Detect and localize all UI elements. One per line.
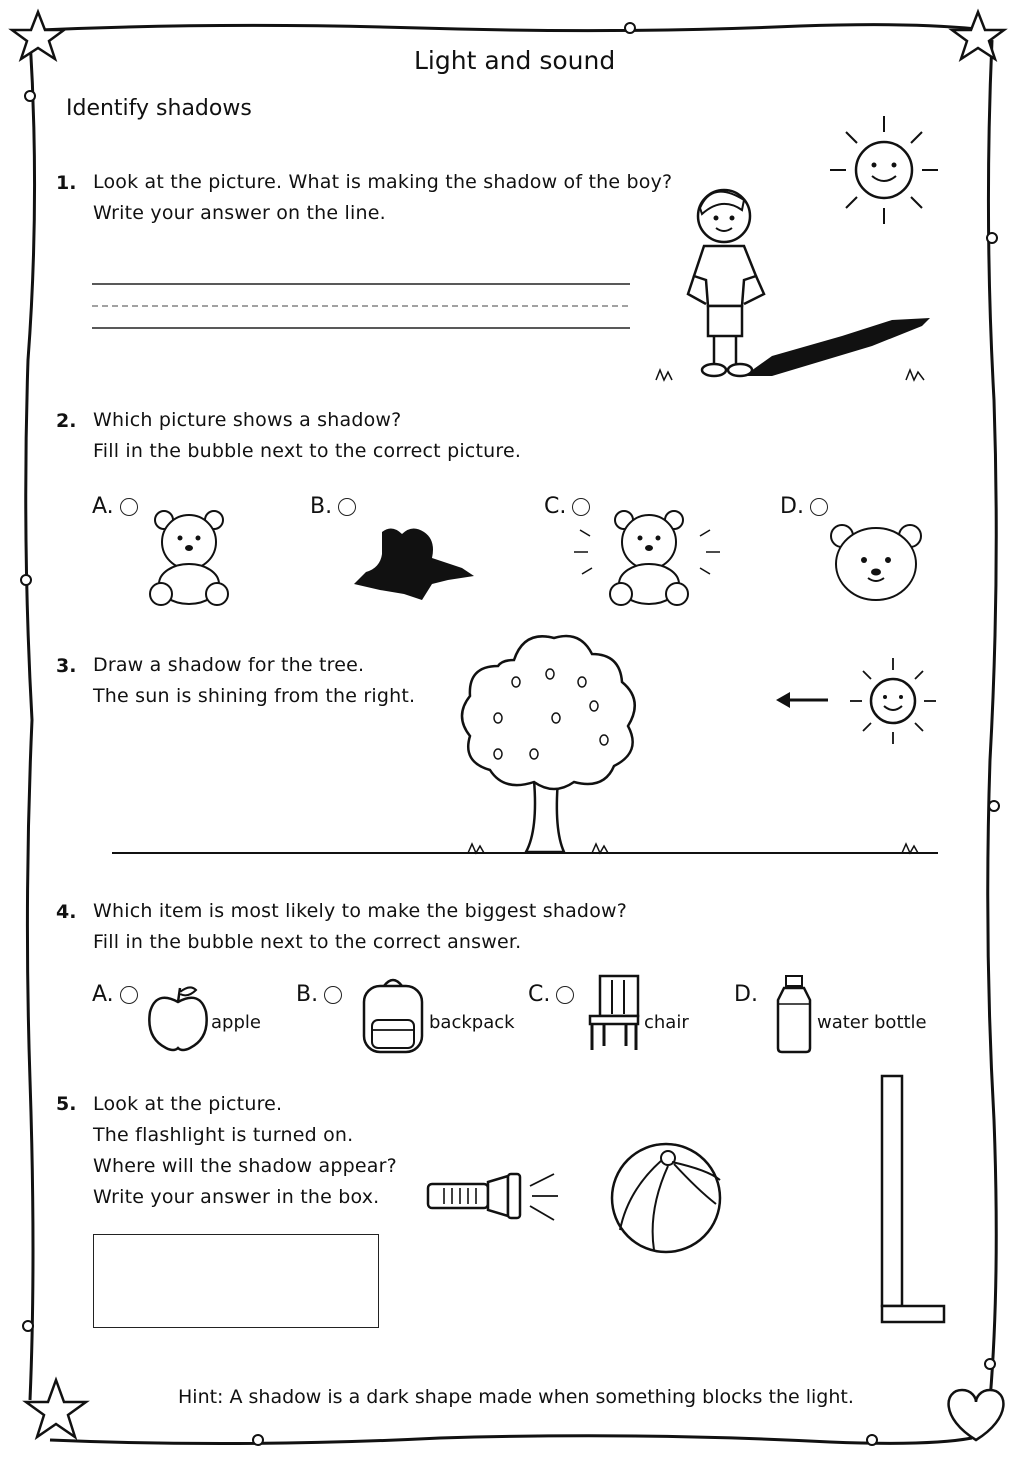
question-number: 2. [56,410,77,432]
option-a[interactable]: A. [92,982,138,1007]
option-label: chair [644,1012,689,1033]
answer-bubble[interactable] [338,498,356,516]
answer-lines[interactable] [92,280,632,332]
teddy-bear-with-light-icon [572,508,724,608]
answer-bubble[interactable] [324,986,342,1004]
option-label: water bottle [817,1012,927,1033]
ball-icon [608,1140,724,1256]
question-text: Which picture shows a shadow? Fill in the bubble next to the correct picture. [93,409,522,462]
bear-face-icon [828,520,924,604]
answer-bubble[interactable] [556,986,574,1004]
option-b[interactable]: B. [310,494,356,519]
option-c[interactable]: C. [528,982,574,1007]
question-number: 5. [56,1093,77,1115]
section-title: Identify shadows [66,96,252,121]
hint-text: Hint: A shadow is a dark shape made when something blocks the light. [178,1386,854,1408]
arrow-left-icon [774,690,830,710]
question-text: Which item is most likely to make the biggest shadow? Fill in the bubble next to the correct answer. [93,900,628,953]
ground-line [112,840,942,860]
boy-with-shadow-image [652,176,942,386]
heart-icon [949,1390,1004,1440]
apple-icon [146,984,210,1054]
star-icon [26,1380,86,1437]
bear-shadow-icon [352,524,476,604]
question-text: Draw a shadow for the tree. The sun is shining from the right. [93,654,416,707]
option-b[interactable]: B. [296,982,342,1007]
answer-bubble[interactable] [120,986,138,1004]
tree-icon [454,630,644,856]
flashlight-icon [424,1166,560,1230]
wall-and-floor-image [878,1074,950,1328]
worksheet-title: Light and sound [414,46,616,75]
answer-bubble[interactable] [810,498,828,516]
chair-icon [588,974,642,1054]
answer-box[interactable] [93,1234,379,1328]
option-d[interactable]: D. [780,494,828,519]
question-number: 4. [56,901,77,923]
sun-icon [848,656,938,746]
option-label: backpack [429,1012,515,1033]
question-number: 1. [56,172,77,194]
option-label: apple [211,1012,261,1033]
option-d[interactable]: D. [734,982,758,1007]
option-a[interactable]: A. [92,494,138,519]
question-text: Look at the picture. What is making the shadow of the boy? Write your answer on the line. [93,171,673,224]
teddy-bear-icon [146,508,232,608]
backpack-icon [360,976,426,1056]
answer-bubble[interactable] [120,498,138,516]
star-icon [952,12,1004,59]
question-text: Look at the picture. The flashlight is turned on. Where will the shadow appear? Write your answer in the box. [93,1093,397,1208]
option-c[interactable]: C. [544,494,590,519]
star-icon [12,12,64,59]
question-number: 3. [56,655,77,677]
water-bottle-icon [774,974,814,1054]
